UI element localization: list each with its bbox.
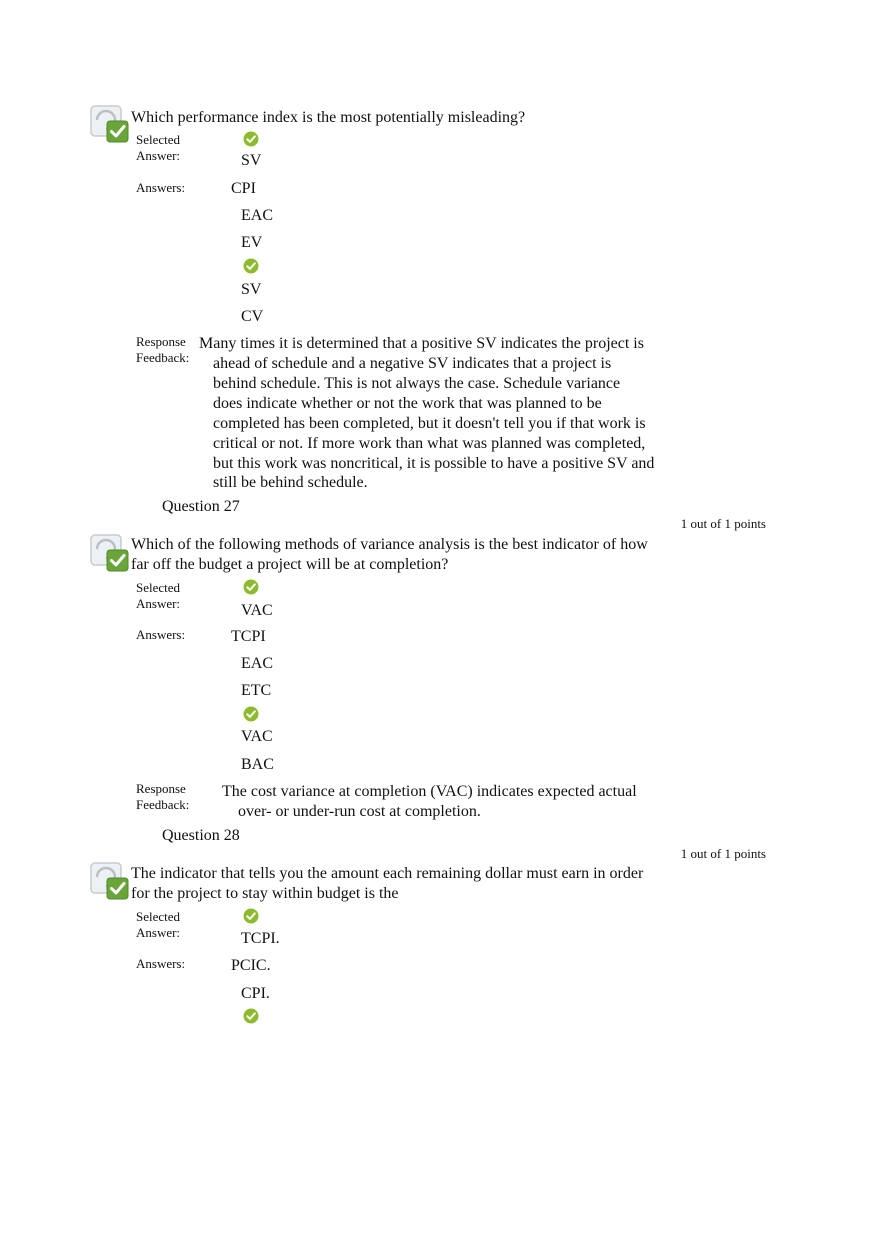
correct-check-icon [243, 258, 259, 274]
feedback-line: completed has been completed, but it doesn't tell you if that work is [213, 415, 646, 432]
feedback-line: Many times it is determined that a positive SV indicates the project is [199, 335, 644, 352]
answer-option-correct: SV [241, 281, 262, 298]
answer-option: CV [241, 308, 264, 325]
selected-answer-label: Selected [136, 132, 181, 147]
answer-option: EV [241, 234, 263, 251]
response-feedback-label: Response [136, 781, 186, 796]
feedback-line: critical or not. If more work than what was planned was completed, [213, 435, 646, 452]
selected-answer: VAC [241, 602, 273, 619]
question-number: Question 27 [162, 498, 240, 515]
feedback-line: but this work was noncritical, it is possible to have a positive SV and [213, 455, 655, 472]
correct-check-icon [243, 131, 259, 147]
feedback-line: over- or under-run cost at completion. [238, 803, 481, 820]
feedback-line: behind schedule. This is not always the case. Schedule variance [213, 375, 621, 392]
selected-answer-label: Answer: [136, 596, 181, 611]
correct-check-icon [243, 908, 259, 924]
response-feedback-label: Feedback: [136, 797, 190, 812]
selected-answer-label: Answer: [136, 148, 181, 163]
question-correct-icon [90, 533, 130, 573]
selected-answer: SV [241, 152, 262, 169]
correct-check-icon [243, 706, 259, 722]
question-text: Which of the following methods of variance analysis is the best indicator of how [131, 536, 648, 553]
answer-option-correct: VAC [241, 728, 273, 745]
question-number: Question 28 [162, 827, 240, 844]
question-correct-icon [90, 861, 130, 901]
answer-option: PCIC. [231, 957, 271, 974]
answer-option: BAC [241, 756, 274, 773]
response-feedback-label: Feedback: [136, 350, 190, 365]
answer-option: EAC [241, 655, 273, 672]
question-correct-icon [90, 104, 130, 144]
question-text: The indicator that tells you the amount each remaining dollar must earn in order [131, 865, 644, 882]
answer-option: TCPI [231, 628, 266, 645]
selected-answer-label: Answer: [136, 925, 181, 940]
response-feedback-label: Response [136, 334, 186, 349]
feedback-line: does indicate whether or not the work that was planned to be [213, 395, 602, 412]
selected-answer-label: Selected [136, 909, 181, 924]
selected-answer: TCPI. [241, 930, 280, 947]
question-points: 1 out of 1 points [680, 516, 766, 531]
feedback-line: still be behind schedule. [213, 474, 368, 491]
feedback-line: ahead of schedule and a negative SV indicates that a project is [213, 355, 612, 372]
question-text: for the project to stay within budget is the [131, 885, 399, 902]
answer-option: CPI. [241, 985, 270, 1002]
question-text: Which performance index is the most potentially misleading? [131, 109, 526, 126]
question-points: 1 out of 1 points [680, 846, 766, 861]
answer-option: CPI [231, 180, 256, 197]
feedback-line: The cost variance at completion (VAC) indicates expected actual [222, 783, 637, 800]
answers-label: Answers: [136, 956, 186, 971]
correct-check-icon [243, 1008, 259, 1024]
question-text: far off the budget a project will be at completion? [131, 556, 449, 573]
correct-check-icon [243, 579, 259, 595]
selected-answer-label: Selected [136, 580, 181, 595]
answers-label: Answers: [136, 180, 186, 195]
answer-option: ETC [241, 682, 272, 699]
answer-option: EAC [241, 207, 273, 224]
answers-label: Answers: [136, 627, 186, 642]
